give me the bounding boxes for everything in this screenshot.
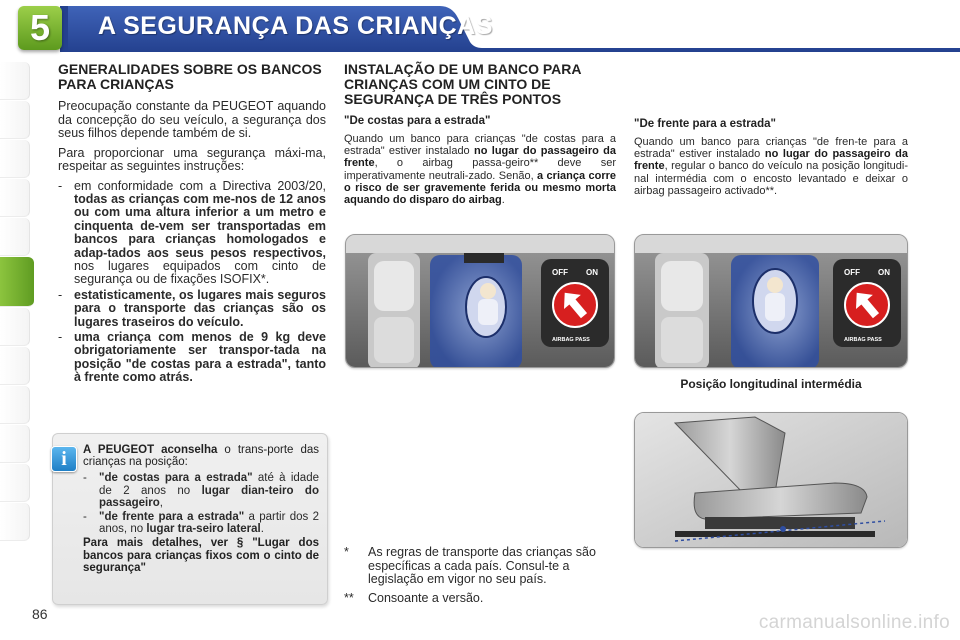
chapter-tab[interactable] bbox=[0, 386, 30, 424]
info-text-bold: "de costas para a estrada" bbox=[99, 472, 253, 485]
header-band bbox=[0, 0, 960, 52]
text-plain: Quando um banco para crianças "de fren-te para a estrada" estiver instalado bbox=[634, 136, 908, 161]
rear-facing-seat-picture bbox=[345, 234, 615, 368]
info-intro-rest: o trans-porte das crianças na posição: bbox=[83, 444, 320, 469]
list-item-text-plain: nos lugares equipados com cinto de segurança ou de fixações ISOFIX*. bbox=[74, 258, 326, 287]
info-list-item bbox=[83, 511, 319, 535]
chapter-tab[interactable] bbox=[0, 179, 30, 217]
watermark: carmanualsonline.info bbox=[758, 612, 950, 633]
footnote-text: As regras de transporte das crianças são específicas a cada país. Consul-te a legislação em vigor no seu país. bbox=[368, 545, 596, 587]
list-item-text-plain: em conformidade com a Directiva 2003/20, bbox=[74, 178, 326, 193]
chapter-tabs bbox=[0, 62, 38, 542]
info-text-bold: "de frente para a estrada" bbox=[99, 511, 245, 524]
info-text-bold: lugar dian-teiro do passageiro bbox=[99, 484, 319, 509]
section-title-installation: INSTALAÇÃO DE UM BANCO PARA CRIANÇAS COM UM CINTO DE SEGURANÇA DE TRÊS PONTOS bbox=[344, 61, 581, 107]
chapter-tab[interactable] bbox=[0, 218, 30, 256]
page-number: 86 bbox=[32, 606, 48, 622]
info-intro-bold: A PEUGEOT aconselha bbox=[83, 444, 218, 456]
chapter-tab[interactable] bbox=[0, 425, 30, 463]
list-dash: - bbox=[58, 178, 63, 193]
chapter-tab[interactable] bbox=[0, 140, 30, 178]
info-intro bbox=[83, 444, 319, 468]
forward-facing-seat-illustration bbox=[635, 235, 908, 368]
subtitle-forward-facing: "De frente para a estrada" bbox=[634, 118, 776, 130]
list-dash: - bbox=[83, 472, 87, 485]
list-item-text bbox=[74, 289, 326, 329]
switch-caption: AIRBAG PASS bbox=[844, 337, 882, 343]
footnote bbox=[344, 546, 616, 587]
list-item bbox=[58, 331, 326, 385]
list-item-text bbox=[74, 180, 326, 287]
footnote-text: Consoante a versão. bbox=[368, 590, 484, 605]
info-icon-letter: i bbox=[61, 447, 67, 470]
text-plain: Quando um banco para crianças "de costas para a estrada" estiver instalado bbox=[344, 133, 616, 158]
switch-off-label: OFF bbox=[844, 268, 860, 277]
info-box bbox=[52, 433, 328, 605]
info-list-item-text bbox=[99, 472, 319, 509]
switch-off-label: OFF bbox=[552, 268, 568, 277]
info-text-plain: até à idade de 2 anos no bbox=[99, 472, 319, 497]
middle-column bbox=[344, 62, 616, 212]
forward-facing-seat-picture bbox=[634, 234, 908, 368]
list-dash: - bbox=[58, 287, 63, 302]
text-bold: no lugar do passageiro da frente bbox=[344, 145, 616, 170]
list-item bbox=[58, 289, 326, 329]
text-bold: a criança corre o risco de ser gravemente ferida ou mesmo morta aquando do disparo do airbag bbox=[344, 169, 616, 207]
info-icon bbox=[51, 446, 77, 472]
list-item bbox=[58, 180, 326, 287]
page-title: A SEGURANÇA DAS CRIANÇAS bbox=[98, 12, 493, 40]
chapter-number: 5 bbox=[29, 7, 51, 48]
forward-facing-paragraph bbox=[634, 136, 908, 197]
text-plain: . bbox=[501, 194, 505, 207]
text-bold: no lugar do passageiro da frente bbox=[634, 148, 908, 173]
chapter-tab[interactable] bbox=[0, 62, 30, 100]
info-text-bold: lugar tra-seiro lateral bbox=[146, 523, 261, 536]
intro-paragraph: Preocupação constante da PEUGEOT aquando da concepção do seu veículo, a segurança dos seus filhos depende também de si. bbox=[58, 99, 326, 140]
list-dash: - bbox=[83, 511, 87, 524]
chapter-tab[interactable] bbox=[0, 503, 30, 541]
info-text-plain: , bbox=[159, 496, 163, 509]
left-column bbox=[58, 62, 326, 387]
info-text-plain: a partir dos 2 anos, no bbox=[99, 511, 319, 536]
chapter-badge bbox=[18, 6, 62, 50]
info-list-item-text bbox=[99, 511, 319, 535]
list-item-text-bold: todas as crianças com me-nos de 12 anos ou com uma altura inferior a um metro e cinquenta de-vem ser transportadas em bancos para crianças homologados e adap-tados aos seus pesos respectivos, bbox=[74, 191, 326, 260]
chapter-tab[interactable] bbox=[0, 464, 30, 502]
list-dash: - bbox=[58, 329, 63, 344]
info-text-plain: . bbox=[260, 523, 264, 536]
info-outro-bold: Para mais detalhes, ver § "Lugar dos bancos para crianças fixos com o cinto de segurança" bbox=[83, 537, 319, 574]
chapter-tab[interactable] bbox=[0, 308, 30, 346]
chapter-tab[interactable] bbox=[0, 347, 30, 385]
picture-caption: Posição longitudinal intermédia bbox=[680, 377, 862, 391]
footnote-mark: ** bbox=[344, 590, 354, 605]
right-column bbox=[634, 118, 908, 203]
info-outro bbox=[83, 537, 319, 574]
chapter-tab-active[interactable] bbox=[0, 257, 34, 307]
seat-position-picture bbox=[634, 412, 908, 548]
footnote bbox=[344, 592, 616, 606]
footnotes bbox=[344, 546, 616, 610]
seat-side-illustration bbox=[635, 413, 908, 548]
info-list-item bbox=[83, 472, 319, 509]
list-item-text-bold: estatisticamente, os lugares mais seguros para o transporte das crianças são os lugares traseiros do veículo. bbox=[74, 287, 326, 329]
switch-on-label: ON bbox=[586, 268, 598, 277]
instructions-paragraph: Para proporcionar uma segurança máxi-ma, respeitar as seguintes instruções: bbox=[58, 145, 326, 173]
text-plain: , o airbag passa-geiro** deve ser imperativamente neutrali-zado. Senão, bbox=[344, 157, 616, 182]
list-item-text-bold: uma criança com menos de 9 kg deve obrigatoriamente ser transpor-tada na posição "de costas para a estrada", tanto à frente como atrás. bbox=[74, 329, 326, 385]
list-item-text bbox=[74, 331, 326, 385]
chapter-tab[interactable] bbox=[0, 101, 30, 139]
rear-facing-seat-illustration bbox=[346, 235, 615, 368]
rear-facing-paragraph bbox=[344, 133, 616, 206]
subtitle-rear-facing: "De costas para a estrada" bbox=[344, 115, 491, 127]
switch-on-label: ON bbox=[878, 268, 890, 277]
section-title-generalities: GENERALIDADES SOBRE OS BANCOS PARA CRIANÇAS bbox=[58, 61, 322, 92]
switch-caption: AIRBAG PASS bbox=[552, 337, 590, 343]
text-plain: , regular o banco do veículo na posição longitudi-nal intermédia com o encosto levantado e deixar o airbag passageiro activado**. bbox=[634, 160, 908, 197]
footnote-mark: * bbox=[344, 545, 349, 559]
